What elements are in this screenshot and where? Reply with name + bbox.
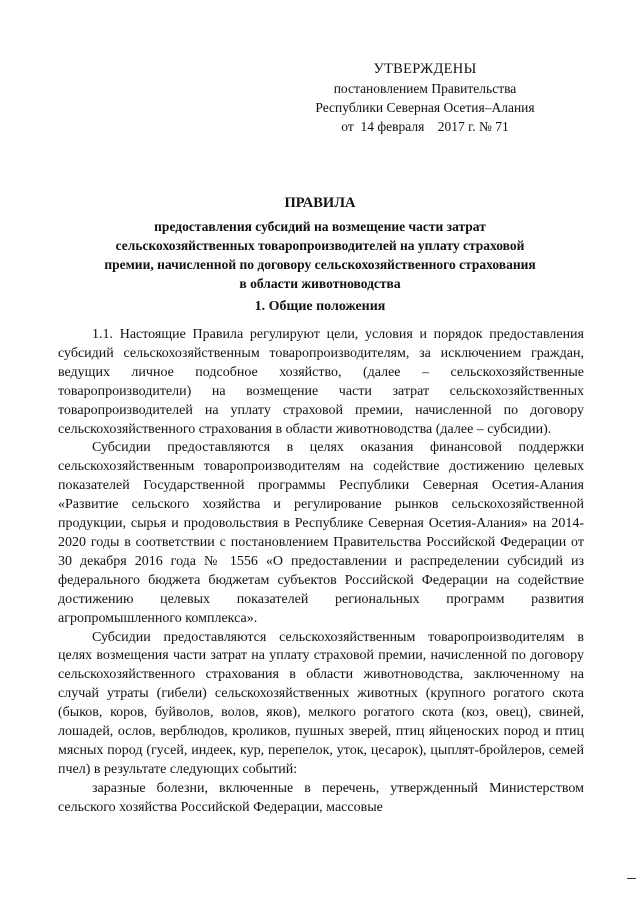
body-paragraph: 1.1. Настоящие Правила регулируют цели, условия и порядок предоставления субсидий сельскохозяйственным товаропроизводителям, за исключением граждан, ведущих личное подсобное хозяйство, (далее – сельскохозяйственные товаропроизводители) на возмещение части затрат сельскохозяйственных товаропроизводителей на уплату страховой премии, начисленной по договору сельскохозяйственного страхования в области животноводства (далее – субсидии). [58,327,584,437]
approval-title: УТВЕРЖДЕНЫ [373,61,477,77]
body-paragraph: Субсидии предоставляются в целях оказания финансовой поддержки сельскохозяйственным товаропроизводителям на содействие достижению целевых показателей Государственной программы Республики Северная Осетия-Алания «Развитие сельского хозяйства и регулирование рынков сельскохозяйственной продукции, сырья и продовольствия в Республике Северная Осетия-Алания» на 2014-2020 годы в соответствии с постановлением Правительства Российской Федерации от 30 декабря 2016 года № 1556 «О предоставлении и распределении субсидий из федерального бюджета бюджетам субъектов Российской Федерации на содействие достижению целевых показателей региональных программ развития агропромышленного комплекса». [58,440,584,626]
document-body [58,326,584,818]
body-paragraph: заразные болезни, включенные в перечень, утвержденный Министерством сельского хозяйства Российской Федерации, массовые [58,780,584,815]
approval-date-line: от 14 февраля 2017 г. № 71 [341,119,509,134]
document-title-block [60,194,580,293]
document-subtitle-line: предоставления субсидий на возмещение части затрат [154,219,486,234]
approval-line: Республики Северная Осетия–Алания [315,100,535,115]
document-subtitle-line: премии, начисленной по договору сельскохозяйственного страхования [104,257,536,272]
section-heading: 1. Общие положения [254,299,386,314]
document-subtitle-line: в области животноводства [239,276,401,291]
body-paragraph: Субсидии предоставляются сельскохозяйственным товаропроизводителям в целях возмещения части затрат на уплату страховой премии, начисленной по договору сельскохозяйственного страхования в области животноводства, заключенному на случай утраты (гибели) сельскохозяйственных животных (крупного рогатого скота (быков, коров, буйволов, волов, яков), мелкого рогатого скота (коз, овец), свиней, лошадей, ослов, верблюдов, кроликов, пушных зверей, птиц яйценоских пород и птиц мясных пород (гусей, индеек, кур, перепелок, уток, цесарок), цыплят-бройлеров, семей пчел) в результате следующих событий: [58,629,584,777]
page-edge-mark [627,878,636,879]
approval-stamp [300,60,550,136]
document-subtitle-line: сельскохозяйственных товаропроизводителей на уплату страховой [115,238,525,253]
approval-line: постановлением Правительства [333,81,517,96]
document-title: ПРАВИЛА [284,195,356,211]
